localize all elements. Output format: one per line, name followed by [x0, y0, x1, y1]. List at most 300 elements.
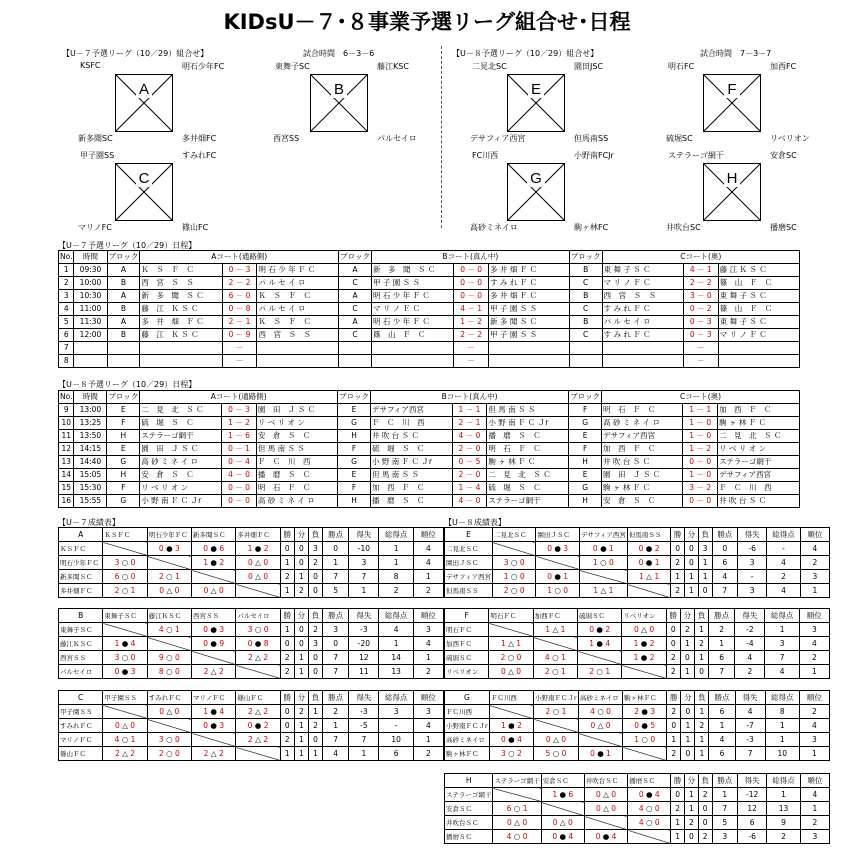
stat-header: 勝 — [280, 528, 294, 542]
score: 1 － 0 — [683, 469, 718, 482]
stat-value: 1 — [685, 584, 699, 598]
stat-value: 1 — [323, 556, 349, 570]
stat-value: 2 — [280, 733, 294, 747]
schedule-row — [59, 469, 800, 482]
team-bottom-right: 多井畑FC — [182, 134, 217, 143]
stat-value: -12 — [738, 788, 767, 802]
stat-value: 2 — [799, 651, 829, 665]
stat-value: 1 — [379, 556, 413, 570]
team-top-right: 園田JSC — [574, 62, 604, 71]
match-no: 2 — [59, 277, 74, 290]
result-cell: 0 ● 2 — [627, 542, 670, 556]
stat-value: 0 — [712, 542, 737, 556]
match-cross-box — [310, 74, 368, 132]
stat-value: 3 — [349, 556, 379, 570]
self-match-cell — [623, 747, 667, 761]
block: C — [339, 329, 372, 342]
team-bottom-right: 駒ヶ林FC — [574, 223, 609, 232]
score: 3 － 0 — [683, 290, 718, 303]
away-team: 多 井 畑 Ｆ Ｃ — [489, 290, 570, 303]
standings-row — [59, 637, 444, 651]
score: － — [454, 342, 489, 355]
team-bottom-left: 新多聞SC — [78, 134, 113, 143]
block: E — [107, 443, 140, 456]
u7-league-header: 【U－７予選リーグ（10／29）組合せ】 — [62, 49, 209, 58]
opponent-header: 東舞子ＳＣ — [103, 609, 147, 623]
stat-header: 勝点 — [712, 774, 737, 788]
stat-header: 分 — [685, 528, 699, 542]
team-top-left: 甲子園SS — [80, 151, 115, 160]
score: 0 － 5 — [452, 456, 487, 469]
stat-value: 0 — [680, 651, 694, 665]
stat-value: 1 — [767, 788, 800, 802]
league-group-a — [60, 58, 280, 158]
team-bottom-right: 但馬南SS — [574, 134, 609, 143]
stat-header: 順位 — [800, 528, 829, 542]
col-time: 時間 — [74, 251, 107, 264]
stat-value: 2 — [685, 816, 699, 830]
team-name: 高砂ミネイロ — [445, 733, 490, 747]
opponent-header: 井吹台ＳＣ — [584, 774, 627, 788]
team-name: ＦＣ川西 — [445, 705, 490, 719]
group-letter: H — [445, 774, 493, 788]
stat-header: 勝 — [280, 609, 294, 623]
result-cell: 2 ○ 1 — [103, 584, 147, 598]
score: 2 － 0 — [452, 443, 487, 456]
self-match-cell — [147, 637, 191, 651]
score: 1 － 2 — [222, 417, 257, 430]
u7-standings-title: 【U－７成績表】 — [58, 518, 120, 527]
home-team: パ ル セ イ ロ — [602, 316, 683, 329]
home-team: 高 砂 ミ ネ イ ロ — [140, 456, 222, 469]
block: E — [569, 469, 602, 482]
away-team — [489, 342, 570, 355]
stat-value: 1 — [712, 788, 737, 802]
block: F — [107, 417, 140, 430]
stat-value: 2 — [413, 584, 443, 598]
stat-value: - — [767, 542, 800, 556]
block: G — [569, 482, 602, 495]
stat-header: 負 — [308, 528, 322, 542]
stat-header: 総得点 — [767, 528, 800, 542]
stat-value: 2 — [694, 637, 708, 651]
match-no: 16 — [59, 495, 74, 508]
away-team: マ リ ノ Ｆ Ｃ — [718, 329, 799, 342]
stat-value: 3 — [379, 705, 413, 719]
stat-value: 1 — [413, 733, 443, 747]
self-match-cell — [541, 802, 584, 816]
result-cell: 1 △ 1 — [533, 623, 577, 637]
team-bottom-left: 井吹台SC — [666, 223, 701, 232]
stat-value: 4 — [767, 556, 800, 570]
stat-value: 4 — [765, 665, 799, 679]
stat-value: 7 — [323, 570, 349, 584]
schedule-header-row — [59, 391, 800, 404]
score: 2 － 0 — [452, 469, 487, 482]
stat-value: 12 — [738, 802, 767, 816]
stat-value: 1 — [379, 637, 413, 651]
team-top-left: 明石FC — [668, 62, 695, 71]
opponent-header: マリノＦＣ — [192, 691, 236, 705]
score: 0 － 1 — [222, 443, 257, 456]
stat-value: 1 — [413, 651, 443, 665]
schedule-row — [59, 303, 800, 316]
stat-header: 得失 — [735, 691, 765, 705]
stat-value: 0 — [685, 830, 699, 844]
self-match-cell — [627, 584, 670, 598]
match-cross-box — [703, 74, 761, 132]
match-time: 15:30 — [74, 482, 107, 495]
team-name: 井吹台ＳＣ — [445, 816, 493, 830]
stat-value: 1 — [349, 747, 379, 761]
score: 4 － 0 — [452, 495, 487, 508]
team-name: デサフィア西宮 — [445, 570, 493, 584]
result-cell: 1 ● 4 — [578, 637, 622, 651]
standings-row — [59, 542, 444, 556]
away-team: 明 石 Ｆ Ｃ — [487, 443, 569, 456]
block: G — [338, 417, 371, 430]
result-cell: 0 ● 1 — [578, 747, 622, 761]
result-cell: 0 ● 5 — [623, 719, 667, 733]
schedule-row — [59, 277, 800, 290]
stat-value: 1 — [685, 570, 699, 584]
team-name: 加西ＦＣ — [445, 637, 489, 651]
home-team: す み れ Ｆ Ｃ — [602, 329, 683, 342]
home-team: 西 宮 Ｓ Ｓ — [602, 290, 683, 303]
stat-header: 順位 — [413, 609, 443, 623]
home-team: 明 石 Ｆ Ｃ — [602, 404, 683, 417]
team-name: 明石ＦＣ — [445, 623, 489, 637]
away-team: 甲 子 園 Ｓ Ｓ — [489, 303, 570, 316]
stat-value: 2 — [695, 719, 709, 733]
team-name: 藤江ＫＳＣ — [59, 637, 103, 651]
score: 4 － 1 — [454, 303, 489, 316]
stat-value: 2 — [308, 556, 322, 570]
away-team: Ｋ Ｓ Ｆ Ｃ — [257, 290, 339, 303]
team-name: 但馬南ＳＳ — [445, 584, 493, 598]
stat-value: 0 — [294, 556, 308, 570]
score: 1 － 1 — [683, 404, 718, 417]
stat-value: 2 — [666, 651, 680, 665]
u8-schedule-table — [58, 390, 800, 508]
opponent-header: ＫＳＦＣ — [103, 528, 147, 542]
team-name: リベリオン — [445, 665, 489, 679]
result-cell: 3 ○ 0 — [103, 651, 147, 665]
away-team: デサフィア西宮 — [718, 469, 800, 482]
block: G — [107, 495, 140, 508]
stat-value: 2 — [280, 651, 294, 665]
stat-value: 0 — [666, 623, 680, 637]
stat-value: 6 — [379, 747, 413, 761]
col-court-b: Bコート(真ん中) — [370, 391, 568, 404]
stat-value: 0 — [280, 542, 294, 556]
away-team: ステラーゴ網干 — [718, 456, 800, 469]
opponent-header: ＦＣ川西 — [489, 691, 533, 705]
block: A — [107, 290, 140, 303]
score: 1 － 2 — [454, 316, 489, 329]
result-cell: 4 ○ 1 — [103, 733, 147, 747]
opponent-header: 高砂ミネイロ — [578, 691, 622, 705]
result-cell: 0 △ 0 — [541, 816, 584, 830]
away-team: 硫 堀 Ｓ Ｃ — [487, 482, 569, 495]
home-team: リ ベ リ オ ン — [140, 482, 222, 495]
opponent-header: デサフィア西宮 — [579, 528, 627, 542]
schedule-row — [59, 264, 800, 277]
block: H — [569, 456, 602, 469]
group-letter: C — [59, 691, 103, 705]
stat-value: 6 — [709, 705, 735, 719]
match-no: 12 — [59, 443, 74, 456]
col-block: ブロック — [107, 251, 140, 264]
match-no: 9 — [59, 404, 74, 417]
stat-value: 0 — [681, 747, 695, 761]
stat-value: 1 — [294, 719, 308, 733]
score: 4 － 0 — [452, 430, 487, 443]
result-cell: 1 ● 2 — [236, 542, 280, 556]
result-cell: 3 ○ 2 — [489, 747, 533, 761]
away-team — [718, 355, 799, 368]
team-bottom-right: パルセイロ — [377, 134, 417, 143]
stat-value: 9 — [767, 816, 800, 830]
stat-value: 5 — [323, 584, 349, 598]
result-cell: 1 ● 2 — [192, 556, 236, 570]
standings-row — [59, 719, 444, 733]
away-team: 東 舞 子 Ｓ Ｃ — [718, 290, 799, 303]
block: B — [107, 303, 140, 316]
stat-value: 1 — [695, 747, 709, 761]
self-match-cell — [628, 830, 671, 844]
away-team: Ｆ Ｃ 川 西 — [256, 456, 337, 469]
team-bottom-left: 高砂ミネイロ — [470, 223, 518, 232]
stat-value: 6 — [738, 816, 767, 830]
result-cell: 1 ● 2 — [622, 651, 666, 665]
stat-header: 勝 — [666, 609, 680, 623]
stat-value: 2 — [667, 747, 681, 761]
score: 6 － 0 — [222, 290, 257, 303]
result-cell: 5 ○ 0 — [534, 747, 579, 761]
score: 0 － 3 — [222, 404, 257, 417]
self-match-cell — [192, 570, 236, 584]
match-time — [74, 355, 107, 368]
stat-value: -6 — [738, 830, 767, 844]
home-team: 明 石 少 年 Ｆ Ｃ — [371, 316, 453, 329]
match-time: 10:30 — [74, 290, 107, 303]
home-team: デサフィア西宮 — [602, 430, 683, 443]
stat-value: 1 — [671, 816, 685, 830]
away-team: パ ル セ イ ロ — [257, 303, 339, 316]
stat-value: -3 — [349, 705, 379, 719]
result-cell: 0 ● 1 — [579, 542, 627, 556]
opponent-header: 小野南ＦＣＪr — [534, 691, 579, 705]
self-match-cell — [192, 651, 236, 665]
opponent-header: 明石少年ＦＣ — [147, 528, 191, 542]
result-cell: 1 △ 1 — [627, 570, 670, 584]
stat-value: 2 — [413, 747, 443, 761]
stat-value: 4 — [767, 584, 800, 598]
home-team: マ リ ノ Ｆ Ｃ — [371, 303, 453, 316]
result-cell: 1 ● 2 — [489, 719, 533, 733]
self-match-cell — [103, 623, 147, 637]
result-cell: 0 △ 0 — [584, 802, 627, 816]
stat-value: 0 — [308, 570, 322, 584]
team-top-left: FC川西 — [472, 151, 499, 160]
stat-value: 0 — [280, 719, 294, 733]
stat-value: 1 — [308, 705, 322, 719]
standings-table-h — [444, 773, 830, 844]
stat-value: 1 — [323, 719, 349, 733]
stat-value: 2 — [280, 570, 294, 584]
standings-row — [445, 816, 830, 830]
block: H — [107, 430, 140, 443]
result-cell: 0 △ 0 — [578, 719, 622, 733]
block — [339, 355, 372, 368]
team-top-left: 二見北SC — [472, 62, 507, 71]
u8-standings-title: 【U－８成績表】 — [444, 518, 506, 527]
stat-value: 1 — [800, 584, 829, 598]
score: － — [683, 342, 718, 355]
stat-value: 0 — [671, 542, 685, 556]
result-cell: 1 ● 2 — [622, 637, 666, 651]
schedule-header-row — [59, 251, 800, 264]
stat-value: 1 — [698, 556, 712, 570]
schedule-row — [59, 342, 800, 355]
stat-value: 4 — [413, 637, 443, 651]
stat-value: 1 — [667, 733, 681, 747]
away-team: Ｋ Ｓ Ｆ Ｃ — [257, 316, 339, 329]
block: C — [569, 277, 602, 290]
result-cell: 0 △ 0 — [236, 570, 280, 584]
stat-value: 8 — [379, 570, 413, 584]
match-time: 13:25 — [74, 417, 107, 430]
league-group-h — [648, 147, 854, 247]
stat-value: 0 — [294, 623, 308, 637]
score: 0 － 4 — [222, 456, 257, 469]
stat-header: 負 — [308, 609, 322, 623]
team-name: 篠山ＦＣ — [59, 747, 103, 761]
result-cell: 0 ● 4 — [628, 788, 671, 802]
block: E — [338, 404, 371, 417]
home-team: 硫 堀 Ｓ Ｃ — [370, 443, 452, 456]
score: － — [222, 342, 257, 355]
standings-header-row — [445, 528, 830, 542]
home-team: 小 野 南 Ｆ Ｃ Ｊr — [140, 495, 222, 508]
stat-value: 4 — [800, 788, 829, 802]
stat-value: 2 — [379, 584, 413, 598]
result-cell: 0 ● 8 — [236, 637, 280, 651]
opponent-header: 西宮ＳＳ — [192, 609, 236, 623]
league-group-e — [452, 58, 672, 158]
team-name: パルセイロ — [59, 665, 103, 679]
block: H — [338, 430, 371, 443]
result-cell: 2 △ 2 — [192, 747, 236, 761]
stat-header: 総得点 — [379, 691, 413, 705]
opponent-header: 新多聞ＳＣ — [192, 528, 236, 542]
match-no: 3 — [59, 290, 74, 303]
stat-value: 0 — [323, 637, 349, 651]
score: 1 － 0 — [683, 430, 718, 443]
result-cell: 0 ● 3 — [536, 542, 579, 556]
stat-value: 1 — [800, 802, 829, 816]
block: B — [569, 264, 602, 277]
result-cell: 0 ● 3 — [147, 542, 191, 556]
home-team: 安 倉 Ｓ Ｃ — [140, 469, 222, 482]
stat-value: 3 — [799, 623, 829, 637]
result-cell: 6 ○ 1 — [493, 802, 541, 816]
self-match-cell — [578, 651, 622, 665]
match-cross-box — [507, 163, 565, 221]
col-court-a: Aコート(通路側) — [140, 251, 339, 264]
stat-header: 勝 — [280, 691, 294, 705]
group-letter: A — [116, 81, 172, 98]
result-cell: 8 ○ 0 — [147, 665, 191, 679]
result-cell: 4 ○ 0 — [628, 816, 671, 830]
opponent-header: 但馬南ＳＳ — [627, 528, 670, 542]
stat-value: 2 — [671, 584, 685, 598]
stat-value: 6 — [712, 556, 737, 570]
stat-value: 3 — [738, 556, 767, 570]
result-cell: 2 △ 2 — [192, 665, 236, 679]
result-cell: 0 △ 0 — [192, 584, 236, 598]
stat-value: 1 — [294, 651, 308, 665]
stat-header: 勝点 — [323, 609, 349, 623]
stat-value: -5 — [349, 719, 379, 733]
team-top-right: 藤江KSC — [377, 62, 409, 71]
self-match-cell — [534, 719, 579, 733]
score: 1 － 0 — [683, 417, 718, 430]
stat-value: 1 — [799, 747, 829, 761]
self-match-cell — [192, 733, 236, 747]
match-no: 8 — [59, 355, 74, 368]
stat-value: -4 — [735, 637, 765, 651]
stat-value: 1 — [280, 556, 294, 570]
stat-value: 0 — [280, 705, 294, 719]
match-cross-box — [703, 163, 761, 221]
result-cell: 0 ● 2 — [236, 719, 280, 733]
stat-header: 分 — [681, 691, 695, 705]
block: F — [107, 482, 140, 495]
stat-value: 5 — [712, 816, 737, 830]
opponent-header: 駒ヶ林ＦＣ — [623, 691, 667, 705]
score: 2 － 1 — [222, 316, 257, 329]
team-name: すみれＦＣ — [59, 719, 103, 733]
self-match-cell — [236, 584, 280, 598]
stat-value: 7 — [709, 665, 735, 679]
away-team: 明 石 Ｆ Ｃ — [256, 482, 337, 495]
team-name: 小野南ＦＣＪr — [445, 719, 490, 733]
block: G — [569, 417, 602, 430]
result-cell: 1 ○ 0 — [492, 570, 535, 584]
score: 0 － 8 — [222, 303, 257, 316]
standings-table-c — [58, 690, 444, 761]
result-cell: 0 △ 0 — [489, 665, 533, 679]
home-team: 安 倉 Ｓ Ｃ — [602, 495, 683, 508]
match-no: 11 — [59, 430, 74, 443]
stat-value: 10 — [379, 733, 413, 747]
score: 0 － 0 — [222, 495, 257, 508]
stat-header: 総得点 — [379, 609, 413, 623]
stat-value: 12 — [349, 651, 379, 665]
opponent-header: 播磨ＳＣ — [628, 774, 671, 788]
standings-header-row — [59, 528, 444, 542]
team-bottom-left: 西宮SS — [273, 134, 300, 143]
stat-value: 2 — [671, 802, 685, 816]
away-team: 但 馬 南 Ｓ Ｓ — [256, 443, 337, 456]
stat-value: 1 — [685, 802, 699, 816]
block: F — [338, 482, 371, 495]
match-no: 14 — [59, 469, 74, 482]
schedule-row — [59, 290, 800, 303]
team-name: 多井畑ＦＣ — [59, 584, 103, 598]
